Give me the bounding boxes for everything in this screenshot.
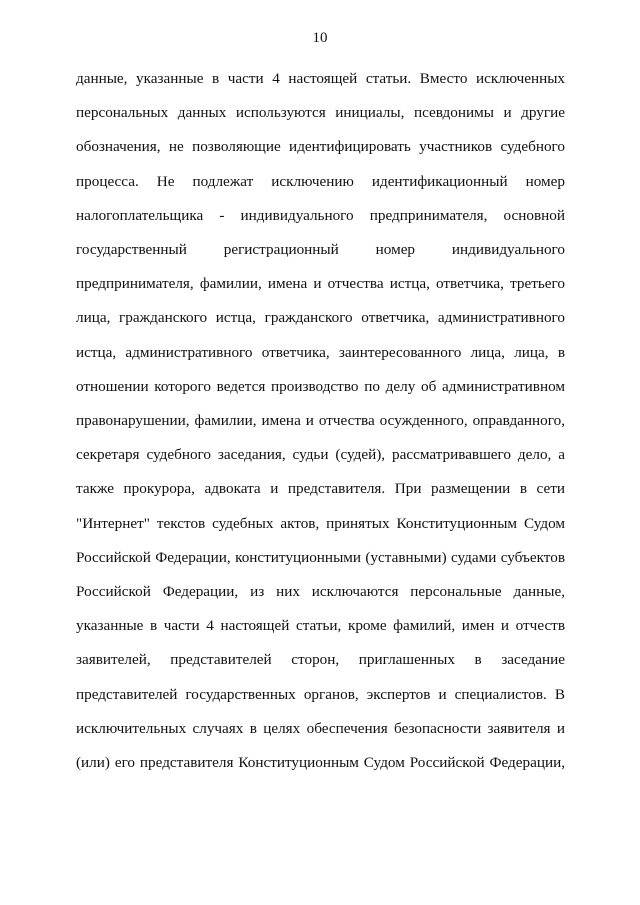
text-line: также прокурора, адвоката и представителя. При размещении в сети	[76, 480, 565, 498]
text-line: Российской Федерации, из них исключаются персональные данные,	[76, 583, 565, 601]
text-line: отношении которого ведется производство по делу об административном	[76, 377, 565, 395]
text-line: истца, административного ответчика, заинтересованного лица, лица, в	[76, 343, 565, 361]
text-line: государственный регистрационный номер индивидуального	[76, 241, 565, 259]
text-line: лица, гражданского истца, гражданского ответчика, административного	[76, 309, 565, 327]
text-line: предпринимателя, фамилии, имена и отчества истца, ответчика, третьего	[76, 275, 565, 293]
text-line: процесса. Не подлежат исключению идентификационный номер	[76, 172, 565, 190]
page-number: 10	[312, 30, 328, 46]
text-line: правонарушении, фамилии, имена и отчества осужденного, оправданного,	[76, 412, 565, 430]
text-line: заявителей, представителей сторон, приглашенных в заседание	[76, 651, 565, 669]
text-line: "Интернет" текстов судебных актов, принятых Конституционным Судом	[76, 514, 565, 532]
text-line: персональных данных используются инициалы, псевдонимы и другие	[76, 104, 565, 122]
text-line: исключительных случаях в целях обеспечения безопасности заявителя и	[76, 719, 565, 737]
text-line: указанные в части 4 настоящей статьи, кроме фамилий, имен и отчеств	[76, 617, 565, 635]
text-line: обозначения, не позволяющие идентифицировать участников судебного	[76, 138, 565, 156]
text-line: представителей государственных органов, экспертов и специалистов. В	[76, 685, 565, 703]
document-body	[76, 62, 565, 780]
text-line: налогоплательщика - индивидуального предпринимателя, основной	[76, 206, 565, 224]
text-line: (или) его представителя Конституционным Судом Российской Федерации,	[76, 754, 565, 772]
text-line: секретаря судебного заседания, судьи (судей), рассматривавшего дело, а	[76, 446, 565, 464]
text-line: данные, указанные в части 4 настоящей статьи. Вместо исключенных	[76, 70, 565, 87]
text-line: Российской Федерации, конституционными (уставными) судами субъектов	[76, 548, 565, 566]
